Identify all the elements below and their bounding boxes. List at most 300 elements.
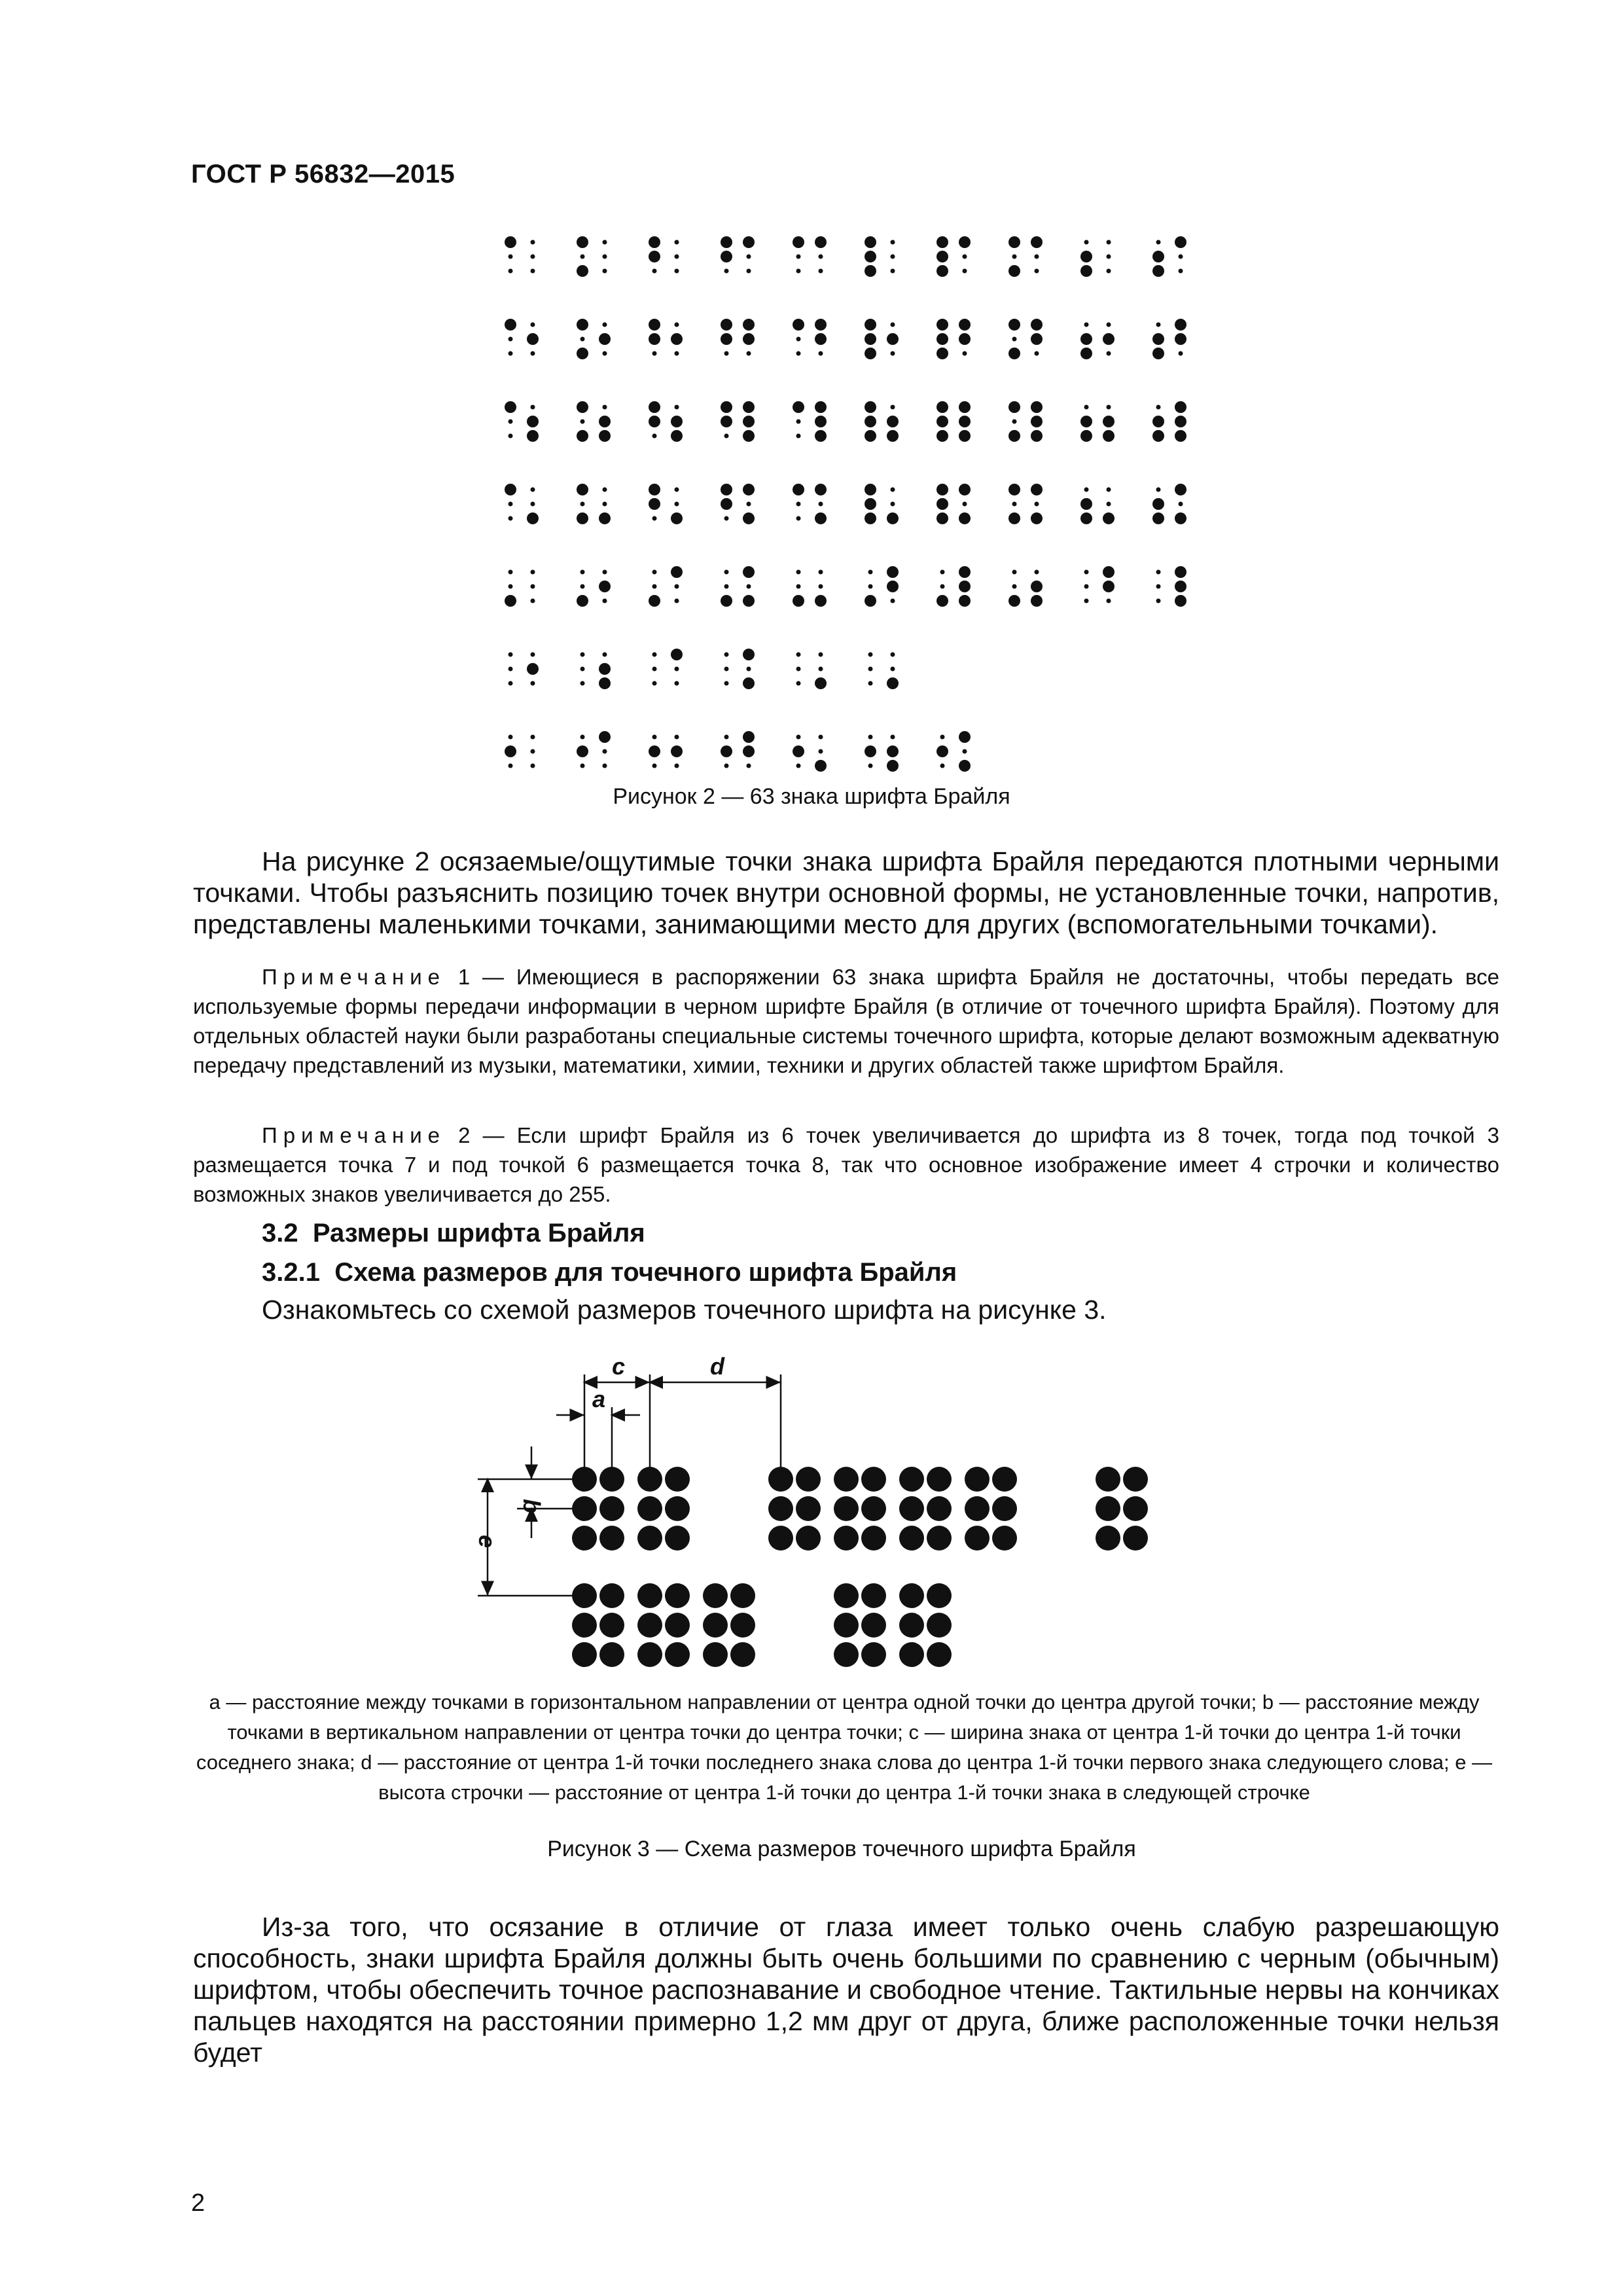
braille-dot-raised xyxy=(1008,319,1020,331)
braille-dot-placeholder xyxy=(819,269,823,274)
braille-dot-placeholder xyxy=(675,240,679,245)
braille-dot-raised xyxy=(1031,416,1043,427)
dimension-dot xyxy=(665,1583,690,1608)
braille-dot-placeholder xyxy=(531,488,535,492)
braille-dot-placeholder xyxy=(891,653,895,657)
braille-dot-placeholder xyxy=(1084,488,1089,492)
subsection-number: 3.2.1 xyxy=(262,1258,320,1287)
braille-dot-raised xyxy=(1152,265,1164,277)
braille-dot-placeholder xyxy=(1084,599,1089,603)
braille-dot-placeholder xyxy=(1107,323,1111,327)
braille-dot-placeholder xyxy=(891,735,895,740)
braille-sign xyxy=(793,236,827,274)
dimension-dot xyxy=(992,1526,1017,1551)
braille-dot-placeholder xyxy=(508,681,513,686)
braille-dot-placeholder xyxy=(508,516,513,521)
braille-dot-placeholder xyxy=(531,240,535,245)
braille-dot-placeholder xyxy=(531,584,535,589)
braille-dot-placeholder xyxy=(1012,420,1017,424)
braille-dot-placeholder xyxy=(580,764,585,768)
braille-dot-raised xyxy=(1031,319,1043,331)
braille-dot-raised xyxy=(743,416,755,427)
label-e: e xyxy=(474,1535,501,1549)
braille-sign xyxy=(724,649,755,689)
braille-dot-placeholder xyxy=(652,667,657,672)
braille-dot-raised xyxy=(527,512,539,524)
braille-dot-raised xyxy=(815,677,827,689)
braille-dot-placeholder xyxy=(819,749,823,754)
braille-dot-raised xyxy=(815,512,827,524)
dimension-dot xyxy=(834,1583,859,1608)
braille-dot-placeholder xyxy=(531,405,535,410)
braille-dot-raised xyxy=(649,333,660,345)
braille-dot-raised xyxy=(527,430,539,442)
braille-dot-raised xyxy=(671,333,683,345)
braille-dot-placeholder xyxy=(868,667,873,672)
braille-dot-raised xyxy=(599,416,611,427)
braille-dot-raised xyxy=(1080,348,1092,359)
braille-dot-placeholder xyxy=(724,570,729,575)
braille-dot-placeholder xyxy=(868,681,873,686)
braille-sign xyxy=(649,236,679,274)
section-heading xyxy=(262,1219,645,1248)
braille-sign xyxy=(936,236,971,277)
braille-sign xyxy=(1080,240,1111,278)
braille-dot-raised xyxy=(743,319,755,331)
braille-dot-placeholder xyxy=(675,323,679,327)
braille-dot-placeholder xyxy=(1035,255,1039,259)
braille-dot-placeholder xyxy=(508,735,513,740)
braille-dot-raised xyxy=(815,595,827,607)
label-a: a xyxy=(592,1386,606,1412)
braille-dot-raised xyxy=(1008,512,1020,524)
braille-dot-raised xyxy=(1031,430,1043,442)
braille-dot-raised xyxy=(649,251,660,262)
dimension-dot xyxy=(834,1526,859,1551)
braille-dot-raised xyxy=(505,484,516,495)
dimension-dot xyxy=(861,1496,886,1521)
braille-sign xyxy=(865,566,899,607)
braille-sign xyxy=(936,566,971,607)
braille-dot-placeholder xyxy=(531,681,535,686)
braille-dot-placeholder xyxy=(868,764,873,768)
braille-dot-raised xyxy=(721,416,732,427)
note-2-text: 2 — Если шрифт Брайля из 6 точек увеличивается до шрифта из 8 точек, тогда под точкой 3 размещается точка 7 и под точкой 6 размещается точка 8, так что основное изображение имеет 4 строчки и количество возможных знаков увеличивается до 255. xyxy=(193,1123,1499,1206)
braille-dot-placeholder xyxy=(675,502,679,507)
braille-dot-placeholder xyxy=(1035,269,1039,274)
braille-dot-placeholder xyxy=(796,667,801,672)
braille-dot-placeholder xyxy=(747,667,751,672)
braille-dot-raised xyxy=(1175,595,1186,607)
braille-sign xyxy=(793,570,827,607)
dimension-dot xyxy=(927,1613,952,1638)
braille-dot-raised xyxy=(815,430,827,442)
braille-dot-raised xyxy=(1103,430,1115,442)
braille-dot-placeholder xyxy=(724,653,729,657)
dimension-dot xyxy=(637,1613,662,1638)
braille-dot-raised xyxy=(959,319,971,331)
dimension-dot xyxy=(703,1642,728,1667)
braille-dot-raised xyxy=(959,760,971,772)
braille-dot-placeholder xyxy=(531,351,535,356)
braille-dot-raised xyxy=(1080,333,1092,345)
braille-dot-raised xyxy=(1031,236,1043,248)
braille-dot-placeholder xyxy=(1179,269,1183,274)
dimension-dot xyxy=(1123,1526,1148,1551)
dimension-dot xyxy=(599,1496,624,1521)
braille-dot-raised xyxy=(1175,236,1186,248)
dimension-dot xyxy=(637,1526,662,1551)
braille-dot-raised xyxy=(936,401,948,413)
page-number: 2 xyxy=(191,2189,205,2217)
braille-sign xyxy=(577,319,611,359)
dimension-dot xyxy=(861,1642,886,1667)
braille-dot-placeholder xyxy=(508,502,513,507)
braille-dot-raised xyxy=(959,731,971,743)
braille-dot-placeholder xyxy=(724,667,729,672)
braille-dot-raised xyxy=(649,498,660,510)
braille-sign xyxy=(1084,566,1115,603)
braille-dot-raised xyxy=(936,348,948,359)
subsection-heading xyxy=(262,1258,957,1287)
braille-dot-raised xyxy=(936,333,948,345)
braille-dot-raised xyxy=(1031,512,1043,524)
braille-dot-placeholder xyxy=(1156,240,1161,245)
braille-dot-raised xyxy=(671,430,683,442)
braille-dot-placeholder xyxy=(675,735,679,740)
braille-dot-placeholder xyxy=(508,434,513,439)
braille-dot-placeholder xyxy=(1107,255,1111,259)
braille-dot-raised xyxy=(936,265,948,277)
braille-dot-placeholder xyxy=(603,764,607,768)
dimension-dot xyxy=(861,1613,886,1638)
braille-dot-raised xyxy=(959,236,971,248)
braille-dot-raised xyxy=(743,430,755,442)
braille-dot-raised xyxy=(1080,251,1092,262)
braille-dot-raised xyxy=(577,745,588,757)
braille-dot-raised xyxy=(671,745,683,757)
braille-sign xyxy=(796,653,827,690)
braille-dot-placeholder xyxy=(796,570,801,575)
braille-dot-placeholder xyxy=(580,653,585,657)
braille-dot-placeholder xyxy=(868,735,873,740)
dimension-dot xyxy=(834,1496,859,1521)
braille-dot-placeholder xyxy=(747,255,751,259)
braille-dot-placeholder xyxy=(796,764,801,768)
braille-dot-placeholder xyxy=(531,749,535,754)
document-header: ГОСТ Р 56832—2015 xyxy=(191,160,455,188)
braille-dot-placeholder xyxy=(508,255,513,259)
braille-dot-placeholder xyxy=(796,269,801,274)
braille-dot-placeholder xyxy=(796,434,801,439)
braille-dot-placeholder xyxy=(1156,488,1161,492)
braille-dot-placeholder xyxy=(724,735,729,740)
braille-dot-placeholder xyxy=(580,681,585,686)
section-title: Размеры шрифта Брайля xyxy=(312,1219,645,1247)
braille-dot-placeholder xyxy=(1107,488,1111,492)
dimension-dot xyxy=(768,1526,793,1551)
braille-sign xyxy=(868,653,899,690)
braille-dot-raised xyxy=(1152,416,1164,427)
braille-dot-raised xyxy=(1152,498,1164,510)
braille-dot-placeholder xyxy=(1179,502,1183,507)
braille-sign xyxy=(1152,484,1186,524)
dimension-dot xyxy=(572,1613,597,1638)
braille-dot-raised xyxy=(959,512,971,524)
braille-dot-placeholder xyxy=(796,584,801,589)
braille-dot-raised xyxy=(743,745,755,757)
braille-dot-placeholder xyxy=(531,323,535,327)
braille-dot-raised xyxy=(527,416,539,427)
braille-dot-raised xyxy=(959,566,971,578)
dimension-dot xyxy=(965,1526,990,1551)
braille-dot-raised xyxy=(743,677,755,689)
braille-dot-raised xyxy=(959,430,971,442)
braille-dot-placeholder xyxy=(675,351,679,356)
braille-dot-placeholder xyxy=(508,351,513,356)
braille-dot-placeholder xyxy=(819,255,823,259)
braille-dot-raised xyxy=(793,745,804,757)
braille-dot-placeholder xyxy=(724,269,729,274)
intro-text: Ознакомьтесь со схемой размеров точечного шрифта на рисунке 3. xyxy=(262,1295,1107,1325)
braille-dot-raised xyxy=(815,760,827,772)
braille-dot-placeholder xyxy=(1107,240,1111,245)
braille-sign xyxy=(865,319,899,359)
braille-dot-placeholder xyxy=(652,764,657,768)
braille-dot-raised xyxy=(671,649,683,660)
braille-dot-raised xyxy=(1080,512,1092,524)
braille-dot-raised xyxy=(887,512,899,524)
braille-dot-raised xyxy=(793,236,804,248)
braille-dot-raised xyxy=(743,595,755,607)
braille-dot-placeholder xyxy=(675,764,679,768)
braille-dot-placeholder xyxy=(675,681,679,686)
braille-sign xyxy=(721,731,755,768)
braille-dot-placeholder xyxy=(675,599,679,603)
dimension-dot xyxy=(637,1583,662,1608)
braille-dot-raised xyxy=(577,595,588,607)
braille-dot-raised xyxy=(1031,595,1043,607)
braille-dot-placeholder xyxy=(963,269,967,274)
dimension-dot xyxy=(599,1583,624,1608)
dimension-dot xyxy=(665,1526,690,1551)
braille-dot-placeholder xyxy=(1084,405,1089,410)
braille-dot-placeholder xyxy=(603,351,607,356)
braille-dot-raised xyxy=(865,430,876,442)
braille-dot-placeholder xyxy=(508,653,513,657)
braille-dot-placeholder xyxy=(1035,351,1039,356)
braille-dot-placeholder xyxy=(603,653,607,657)
braille-dot-raised xyxy=(649,416,660,427)
braille-dot-placeholder xyxy=(963,502,967,507)
braille-dot-raised xyxy=(1008,484,1020,495)
braille-dot-placeholder xyxy=(508,269,513,274)
braille-sign xyxy=(1008,401,1043,442)
label-c: c xyxy=(612,1353,626,1380)
braille-sign xyxy=(1080,488,1115,525)
braille-dot-raised xyxy=(1103,333,1115,345)
braille-dot-raised xyxy=(721,333,732,345)
braille-dot-raised xyxy=(936,595,948,607)
dimension-dot xyxy=(899,1642,924,1667)
braille-dot-placeholder xyxy=(531,653,535,657)
braille-dot-placeholder xyxy=(940,764,945,768)
braille-dot-placeholder xyxy=(508,337,513,342)
dimension-dot xyxy=(730,1583,755,1608)
braille-dot-raised xyxy=(721,236,732,248)
braille-dot-placeholder xyxy=(508,667,513,672)
label-d: d xyxy=(710,1353,724,1380)
braille-dot-raised xyxy=(1103,416,1115,427)
braille-dot-raised xyxy=(721,319,732,331)
braille-dot-raised xyxy=(1008,430,1020,442)
dimension-dot xyxy=(599,1613,624,1638)
dimension-dot xyxy=(665,1613,690,1638)
braille-dot-raised xyxy=(743,401,755,413)
dimension-dot xyxy=(861,1467,886,1492)
braille-dot-raised xyxy=(649,745,660,757)
braille-dot-placeholder xyxy=(675,405,679,410)
braille-dot-placeholder xyxy=(1156,323,1161,327)
braille-dot-placeholder xyxy=(603,405,607,410)
braille-dot-raised xyxy=(887,416,899,427)
dimension-dot xyxy=(861,1583,886,1608)
braille-dot-placeholder xyxy=(1012,570,1017,575)
dimension-dot xyxy=(927,1583,952,1608)
braille-dot-placeholder xyxy=(603,502,607,507)
braille-dot-placeholder xyxy=(724,764,729,768)
braille-sign xyxy=(505,570,535,607)
braille-dot-placeholder xyxy=(1107,269,1111,274)
braille-dot-raised xyxy=(793,319,804,331)
braille-dot-raised xyxy=(649,319,660,331)
dimension-dot xyxy=(861,1526,886,1551)
braille-sign xyxy=(865,735,899,772)
dimension-dot xyxy=(730,1642,755,1667)
braille-dot-placeholder xyxy=(508,764,513,768)
braille-dot-placeholder xyxy=(1156,405,1161,410)
braille-dot-raised xyxy=(577,236,588,248)
braille-dot-raised xyxy=(1175,319,1186,331)
braille-dot-raised xyxy=(505,745,516,757)
braille-dot-placeholder xyxy=(1179,351,1183,356)
braille-dot-placeholder xyxy=(891,351,895,356)
braille-dot-placeholder xyxy=(891,405,895,410)
braille-dot-placeholder xyxy=(747,269,751,274)
braille-dot-raised xyxy=(959,401,971,413)
braille-sign xyxy=(1080,323,1115,360)
braille-sign xyxy=(652,649,683,686)
braille-sign xyxy=(505,319,539,356)
braille-dot-raised xyxy=(743,484,755,495)
braille-dot-placeholder xyxy=(531,570,535,575)
braille-dot-raised xyxy=(527,663,539,675)
braille-sign xyxy=(1156,566,1187,607)
paragraph-1: На рисунке 2 осязаемые/ощутимые точки знака шрифта Брайля передаются плотными черными точками. Чтобы разъяснить позицию точек внутри основной формы, не установленные точки, напротив, представлены маленькими точками, занимающими место для других (вспомогательными точками). xyxy=(193,846,1499,939)
braille-dot-placeholder xyxy=(603,599,607,603)
braille-sign xyxy=(936,401,971,442)
dimension-dot xyxy=(599,1642,624,1667)
braille-dot-raised xyxy=(671,512,683,524)
braille-dot-placeholder xyxy=(580,337,585,342)
braille-dot-placeholder xyxy=(891,599,895,603)
braille-dot-placeholder xyxy=(891,488,895,492)
braille-dot-placeholder xyxy=(580,255,585,259)
braille-sign xyxy=(793,484,827,524)
braille-dot-raised xyxy=(793,401,804,413)
braille-dot-placeholder xyxy=(724,351,729,356)
braille-dot-raised xyxy=(815,333,827,345)
braille-sign xyxy=(721,401,755,442)
braille-dot-raised xyxy=(959,416,971,427)
braille-sign xyxy=(1008,484,1043,524)
braille-dot-placeholder xyxy=(819,653,823,657)
dimension-dot xyxy=(1096,1496,1120,1521)
braille-sign xyxy=(721,566,755,607)
braille-dot-raised xyxy=(865,498,876,510)
note-1-text: 1 — Имеющиеся в распоряжении 63 знака шрифта Брайля не достаточны, чтобы передать все используемые формы передачи информации в черном шрифте Брайля (в отличие от точечного шрифта Брайля). Поэтому для отдельных областей науки были разработаны специальные системы точечного шрифта, которые делают возможным адекватную передачу представлений из музыки, математики, химии, техники и других областей также шрифтом Брайля. xyxy=(193,965,1499,1077)
braille-dot-raised xyxy=(936,416,948,427)
braille-sign xyxy=(936,731,971,772)
braille-dot-raised xyxy=(649,595,660,607)
figure-3-legend: a — расстояние между точками в горизонтальном направлении от центра одной точки до центра другой точки; b — расстояние между точками в вертикальном направлении от центра точки до центра точки; c — ширина знака от центра 1-й точки до центра 1-й точки соседнего знака; d — расстояние от центра 1-й точки последнего знака слова до центра 1-й точки первого знака следующего слова; e — высота строчки — расстояние от центра 1-й точки до центра 1-й точки знака в следующей строчке xyxy=(196,1691,1493,1804)
dimension-dot xyxy=(572,1526,597,1551)
braille-dot-placeholder xyxy=(531,599,535,603)
braille-dot-placeholder xyxy=(1107,405,1111,410)
braille-dot-placeholder xyxy=(868,584,873,589)
braille-dot-placeholder xyxy=(963,749,967,754)
braille-sign xyxy=(577,484,611,524)
braille-dot-placeholder xyxy=(747,584,751,589)
braille-sign xyxy=(936,319,971,359)
braille-sign xyxy=(505,401,539,442)
braille-sign xyxy=(505,484,539,524)
braille-dot-raised xyxy=(865,319,876,331)
braille-sign xyxy=(1152,236,1186,277)
braille-sign xyxy=(721,484,755,524)
braille-dot-placeholder xyxy=(819,502,823,507)
braille-sign xyxy=(865,401,899,442)
braille-dot-raised xyxy=(1008,401,1020,413)
note-2 xyxy=(193,1121,1499,1209)
braille-sign xyxy=(793,319,827,356)
braille-dot-placeholder xyxy=(963,255,967,259)
braille-sign xyxy=(649,735,683,768)
braille-dot-raised xyxy=(721,401,732,413)
braille-dot-placeholder xyxy=(508,584,513,589)
braille-dot-placeholder xyxy=(603,570,607,575)
braille-dot-placeholder xyxy=(891,269,895,274)
braille-dot-raised xyxy=(743,649,755,660)
braille-dot-raised xyxy=(599,333,611,345)
braille-dot-raised xyxy=(865,265,876,277)
braille-sign xyxy=(936,484,971,524)
braille-dot-raised xyxy=(1080,498,1092,510)
braille-dot-placeholder xyxy=(531,502,535,507)
braille-dot-placeholder xyxy=(868,570,873,575)
braille-dot-raised xyxy=(671,566,683,578)
braille-dot-placeholder xyxy=(603,749,607,754)
label-b: b xyxy=(518,1499,545,1513)
braille-dot-raised xyxy=(505,595,516,607)
braille-dot-placeholder xyxy=(1012,584,1017,589)
braille-sign xyxy=(1152,401,1186,442)
braille-dot-placeholder xyxy=(1084,323,1089,327)
dimension-dot xyxy=(703,1613,728,1638)
braille-sign xyxy=(865,484,899,524)
braille-dot-placeholder xyxy=(603,488,607,492)
figure-2-caption: Рисунок 2 — 63 знака шрифта Брайля xyxy=(613,784,1010,809)
